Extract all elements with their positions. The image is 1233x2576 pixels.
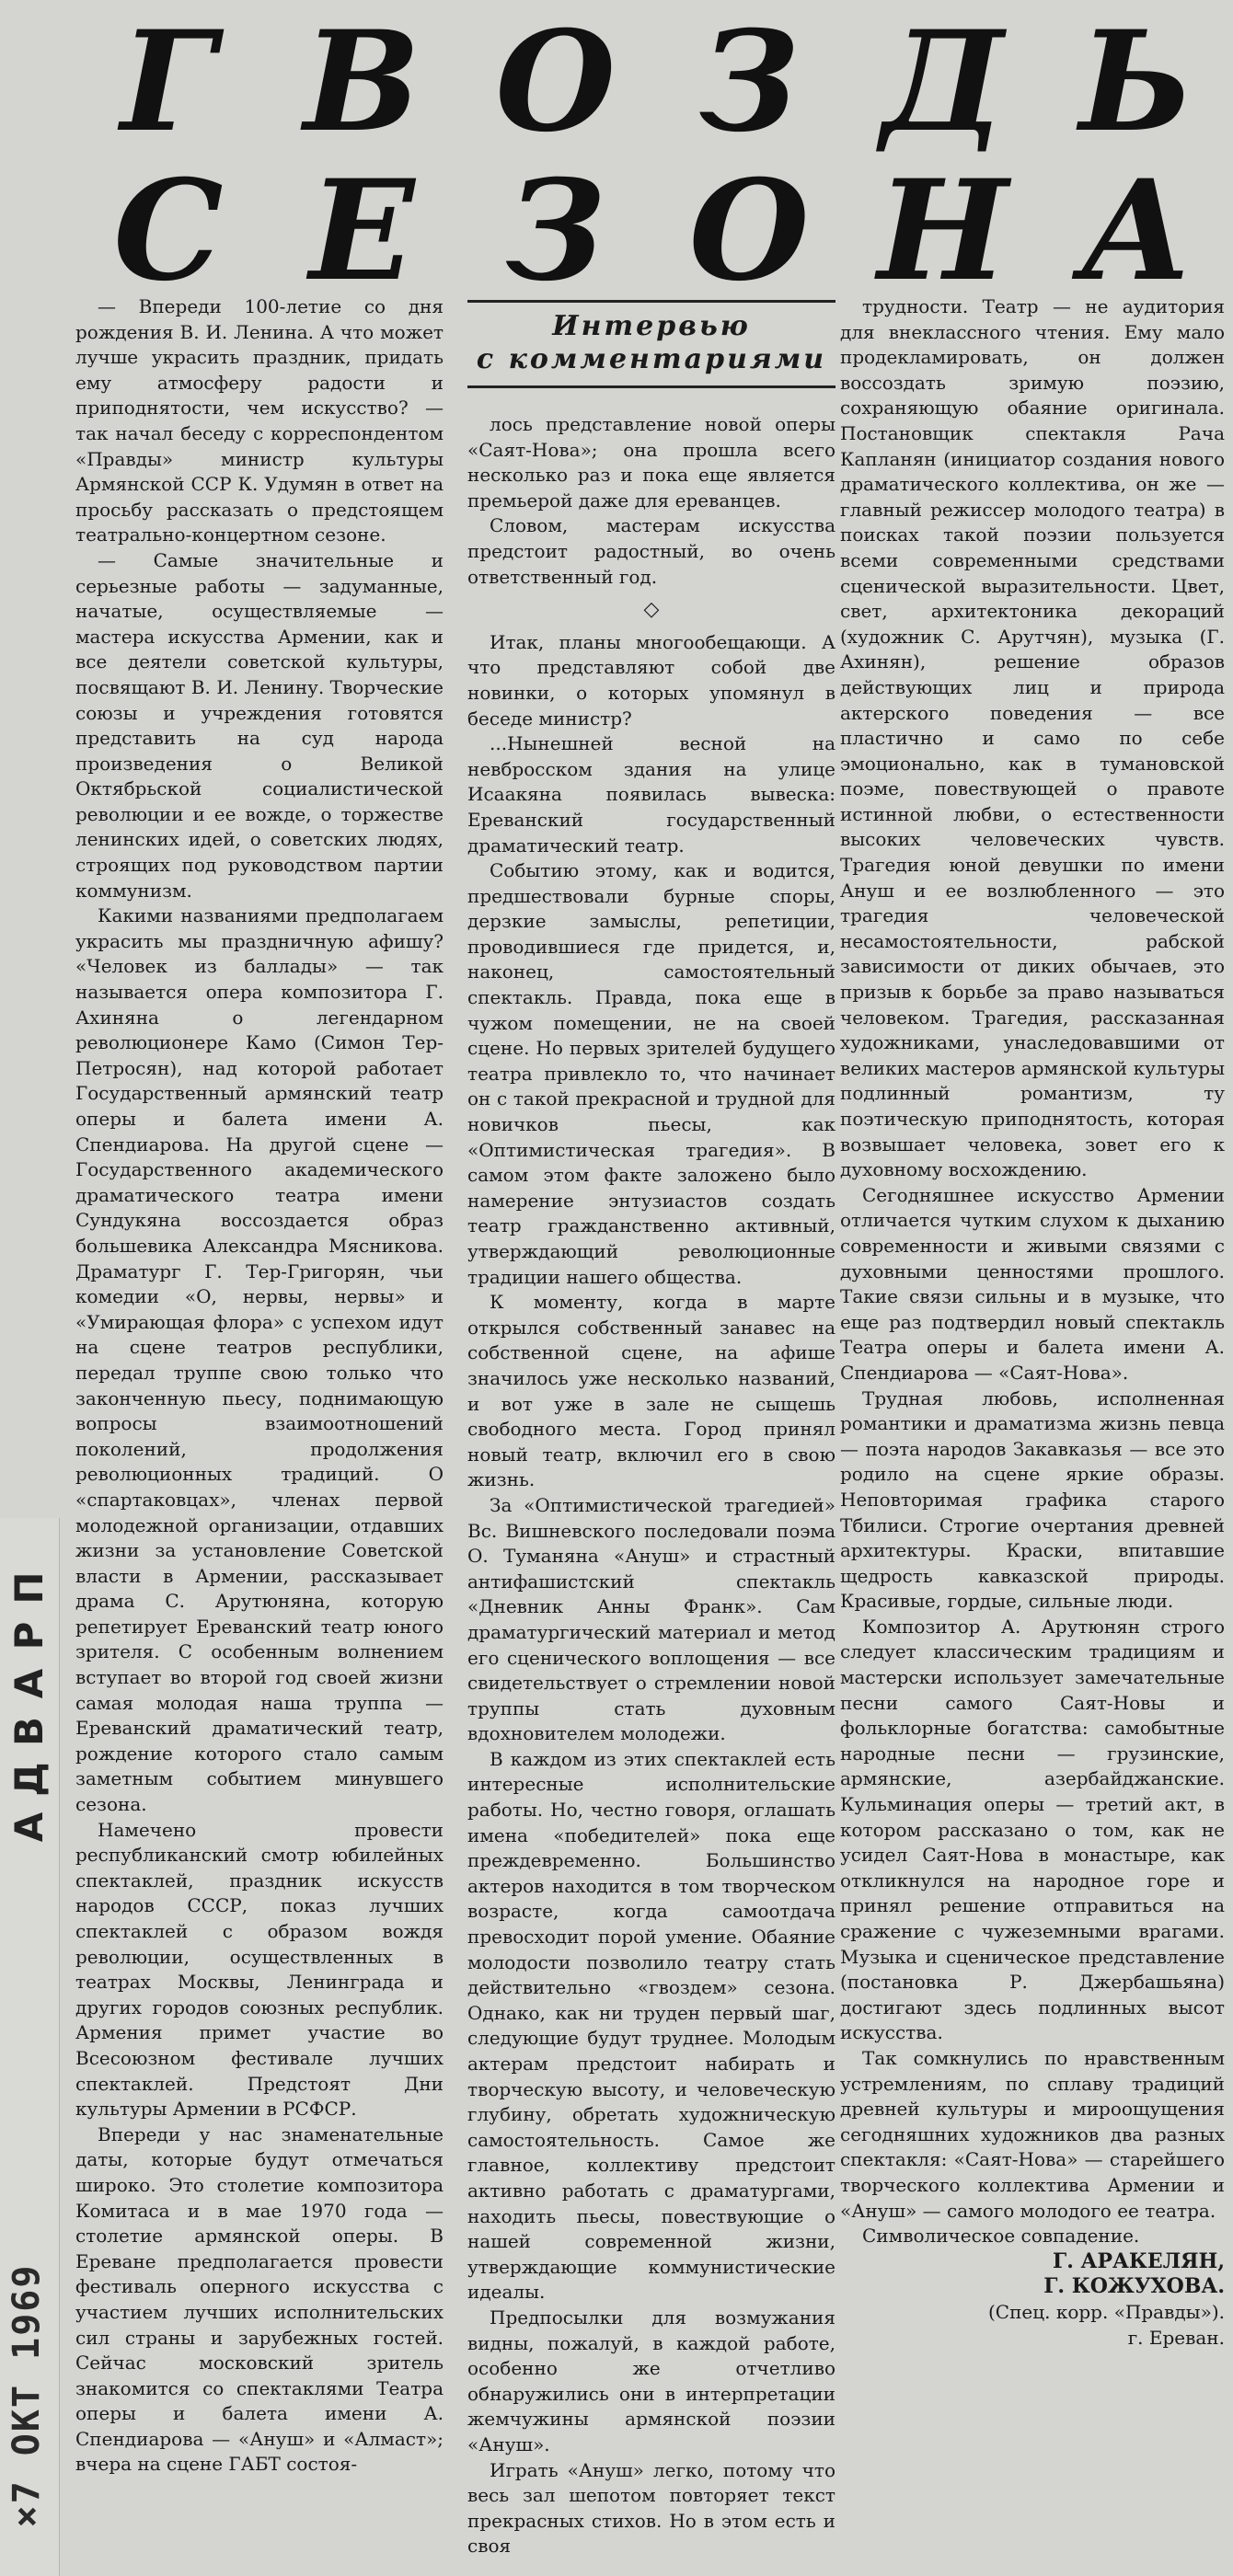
article-column-1 <box>75 294 444 2478</box>
paragraph: — Впереди 100-летие со дня рождения В. И. Ленина. А что может лучше украсить праздник, придать ему атмосферу радости и приподнятости, чем искусство? — так начал беседу с корреспондентом «Правды» министр культуры Армянской ССР К. Удумян в ответ на просьбу рассказать о предстоящем театрально-концертном сезоне. <box>75 295 444 546</box>
headline-letter: В <box>303 1 421 163</box>
paragraph: Намечено провести республиканский смотр юбилейных спектаклей, праздник искусств народов СССР, показ лучших спектаклей с образом вождя революции, осуществленных в театрах Москвы, Ленинграда и других городов союзных республик. Армения примет участие во Всесоюзном фестивале лучших спектаклей. Предстоят Дни культуры Армении в РСФСР. <box>75 1818 444 2121</box>
headline-line-1 <box>72 1 1233 163</box>
headline-letter: З <box>699 1 800 163</box>
subheading-line-1: Интервью <box>552 310 751 342</box>
headline-letter: С <box>113 150 224 312</box>
paragraph: Символическое совпадение. <box>862 2225 1140 2248</box>
paragraph: К моменту, когда в марте открылся собственный занавес на собственной сцене, на афише значилось уже несколько названий, и вот уже в зале не сыщешь свободного места. Город принял новый театр, включил его в свою жизнь. <box>467 1291 835 1491</box>
subheading-line-2: с комментариями <box>476 343 827 375</box>
headline-line-2 <box>72 150 1233 312</box>
headline-letter: Ь <box>1079 1 1193 163</box>
paragraph: Сегодняшнее искусство Армении отличается чутким слухом к дыханию современности и живыми связями с духовными ценностями прошлого. Такие связи сильны и в музыке, что еще раз подтвердил новый спектакль Театра оперы и балета имени А. Спендиарова — «Саят-Нова». <box>840 1183 1225 1384</box>
headline-letter: Е <box>309 150 415 312</box>
diamond-separator-icon: ◇ <box>643 598 660 622</box>
paragraph: — Самые значительные и серьезные работы — задуманные, начатые, осуществляемые — мастера искусства Армении, как и все деятели советской культуры, посвящают В. И. Ленину. Творческие союзы и учреждения готовятся представить на суд народа произведения о Великой Октябрьской социалистической революции и ее вожде, о торжестве ленинских идей, о советских людях, строящих под руководством партии коммунизм. <box>75 548 444 902</box>
stamp-letter: П <box>6 1571 52 1604</box>
paragraph: Словом, мастерам искусства предстоит радостный, во очень ответственный год. <box>467 514 835 588</box>
newspaper-name-stamp <box>6 1564 53 1851</box>
author-signature-2: Г. КОЖУХОВА. <box>1043 2274 1225 2299</box>
paragraph: Впереди у нас знаменательные даты, которые будут отмечаться широко. Это столетие композитора Комитаса и в мае 1970 года — столетие армянской оперы. В Ереване предполагается провести фестиваль оперного искусства с участием лучших исполнительских сил страны и зарубежных гостей. Сейчас московский зритель знакомится со спектаклями Театра оперы и балета имени А. Спендиарова — «Ануш» и «Алмаст»; вчера на сцене ГАБТ состоя- <box>75 2122 444 2476</box>
headline-letter: Г <box>121 1 216 163</box>
paragraph: Играть «Ануш» легко, потому что весь зал шепотом повторяет текст прекрасных стихов. Но в этом есть и своя <box>467 2458 835 2558</box>
stamp-letter: А <box>6 1811 52 1843</box>
dateline-city: г. Ереван. <box>1127 2326 1225 2349</box>
paragraph: ...Нынешней весной на невбросском здания на улице Исаакяна появилась вывеска: Ереванский государственный драматический театр. <box>467 732 835 857</box>
author-signature-1: Г. АРАКЕЛЯН, <box>1053 2248 1225 2273</box>
headline-letter: О <box>495 1 616 163</box>
paragraph: За «Оптимистической трагедией» Вс. Вишневского последовали поэма О. Туманяна «Ануш» и страстный антифашистский спектакль «Дневник Анны Франк». Сам драматургический материал и метод его сценического воплощения — все свидетельствует о стремлении новой труппы стать духовным вдохновителем молодежи. <box>467 1493 835 1745</box>
paragraph: Так сомкнулись по нравственным устремлениям, по сплаву традиций древней культуры и мироощущения сегодняшних художников два разных спектакля: «Саят-Нова» — старейшего творческого коллектива Армении и «Ануш» — самого молодого ее театра. <box>840 2046 1225 2222</box>
correspondent-role: (Спец. корр. «Правды»). <box>987 2300 1225 2323</box>
headline-letter: З <box>505 150 605 312</box>
subheading-box <box>467 300 835 388</box>
date-stamp: ×7 ОКТ 1969 <box>6 2263 48 2528</box>
stamp-letter: В <box>6 1717 52 1747</box>
paragraph: Какими названиями предполагаем украсить мы праздничную афишу? «Человек из баллады» — так называется опера композитора Г. Ахиняна о легендарном революционере Камо (Симон Тер-Петросян), над которой работает Государственный армянский театр оперы и балета имени А. Спендиарова. На другой сцене — Государственного академического драматического театра имени Сундукяна воссоздается образ большевика Александра Мясникова. Драматург Г. Тер-Григорян, чьи комедии «О, нервы, нервы» и «Умирающая флора» с успехом идут на сцене театров республики, передал труппе свою только что законченную пьесу, поднимающую вопросы взаимоотношений поколений, продолжения революционных традиций. О «спартаковцах», членах первой молодежной организации, отдавших жизни за установление Советской власти в Армении, рассказывает драма С. Арутюняна, которую репетирует Ереванский театр юного зрителя. С особенным волнением вступает во второй год своей жизни самая молодая наша труппа — Ереванский драматический театр, рождение которого стало самым заметным событием минувшего сезона. <box>75 904 444 1816</box>
article-column-3 <box>840 294 1225 2351</box>
headline-letter: А <box>1079 150 1193 312</box>
paragraph: Композитор А. Арутюнян строго следует классическим традициям и мастерски использует замечательные песни самого Саят-Новы и фольклорные богатства: самобытные народные песни — грузинские, армянские, азербайджанские. Кульминация оперы — третий акт, в котором рассказано о том, как не усидел Саят-Нова в монастыре, как откликнулся на народное горе и принял решение отправиться на сражение с чужеземными врагами. Музыка и сценическое представление (постановка Р. Джербашьяна) достигают здесь подлинных высот искусства. <box>840 1615 1225 2044</box>
paragraph: Предпосылки для возмужания видны, пожалуй, в каждой работе, особенно же отчетливо обнаружились они в интерпретации жемчужины армянской поэзии «Ануш». <box>467 2306 835 2455</box>
paragraph: лось представление новой оперы «Саят-Нова»; она прошла всего несколько раз и пока еще является премьерой даже для ереванцев. <box>467 413 835 512</box>
stamp-letter: Д <box>6 1762 52 1797</box>
headline-letter: Н <box>877 150 1008 312</box>
headline-letter: О <box>688 150 810 312</box>
paragraph: трудности. Театр — не аудитория для внеклассного чтения. Ему мало продекламировать, он должен воссоздать зримую поэзию, сохраняющую обаяние оригинала. Постановщик спектакля Рача Капланян (инициатор создания нового драматического коллектива, он же — главный режиссер молодого театра) в поисках такой поэзии пользуется всеми современными средствами сценической выразительности. Цвет, свет, архитектоника декораций (художник С. Арутчян), музыка (Г. Ахинян), решение образов действующих лиц и природа актерского поведения — все пластично и само по себе эмоционально, как в тумановской поэме, повествующей о правоте истинной любви, о естественности высоких человеческих чувств. Трагедия юной девушки по имени Ануш и ее возлюбленного — это трагедия человеческой несамостоятельности, рабской зависимости от диких обычаев, это призыв к борьбе за право называться человеком. Трагедия, рассказанная художниками, унаследовавшими от великих мастеров армянской культуры подлинный романтизм, ту поэтическую приподнятость, которая возвышает человека, зовет его к духовному восхождению. <box>840 295 1225 1181</box>
article-column-2 <box>467 294 835 2559</box>
paragraph: Трудная любовь, исполненная романтики и драматизма жизнь певца — поэта народов Закавказья — все это родило на сцене яркие образы. Неповторимая графика старого Тбилиси. Строгие очертания древней архитектуры. Краски, впитавшие щедрость кавказской природы. Красивые, гордые, сильные люди. <box>840 1386 1225 1613</box>
paragraph: Событию этому, как и водится, предшествовали бурные споры, дерзкие замыслы, репетиции, проводившиеся где придется, и, наконец, самостоятельный спектакль. Правда, пока еще в чужом помещении, не на своей сцене. Но первых зрителей будущего театра привлекло то, что начинает он с такой прекрасной и трудной для новичков пьесы, как «Оптимистическая трагедия». В самом этом факте заложено было намерение энтузиастов создать театр гражданственно активный, утверждающий революционные традиции нашего общества. <box>467 859 835 1288</box>
stamp-letter: Р <box>6 1621 52 1650</box>
paragraph: В каждом из этих спектаклей есть интересные исполнительские работы. Но, честно говоря, оглашать имена «победителей» пока еще преждевременно. Большинство актеров находится в том творческом возрасте, когда самоотдача превосходит порой умение. Обаяние молодости позволило театру стать действительно «гвоздем» сезона. Однако, как ни труден первый шаг, следующие будут труднее. Молодым актерам предстоит набирать и творческую высоту, и человеческую глубину, обретать художническую самостоятельность. Самое же главное, коллективу предстоит активно работать с драматургами, находить пьесы, повествующие о нашей современной жизни, утверждающие коммунистические идеалы. <box>467 1747 835 2304</box>
paragraph: Итак, планы многообещающи. А что представляют собой две новинки, о которых упомянул в беседе министр? <box>467 630 835 730</box>
stamp-letter: А <box>6 1668 52 1699</box>
headline-letter: Д <box>881 1 1005 163</box>
